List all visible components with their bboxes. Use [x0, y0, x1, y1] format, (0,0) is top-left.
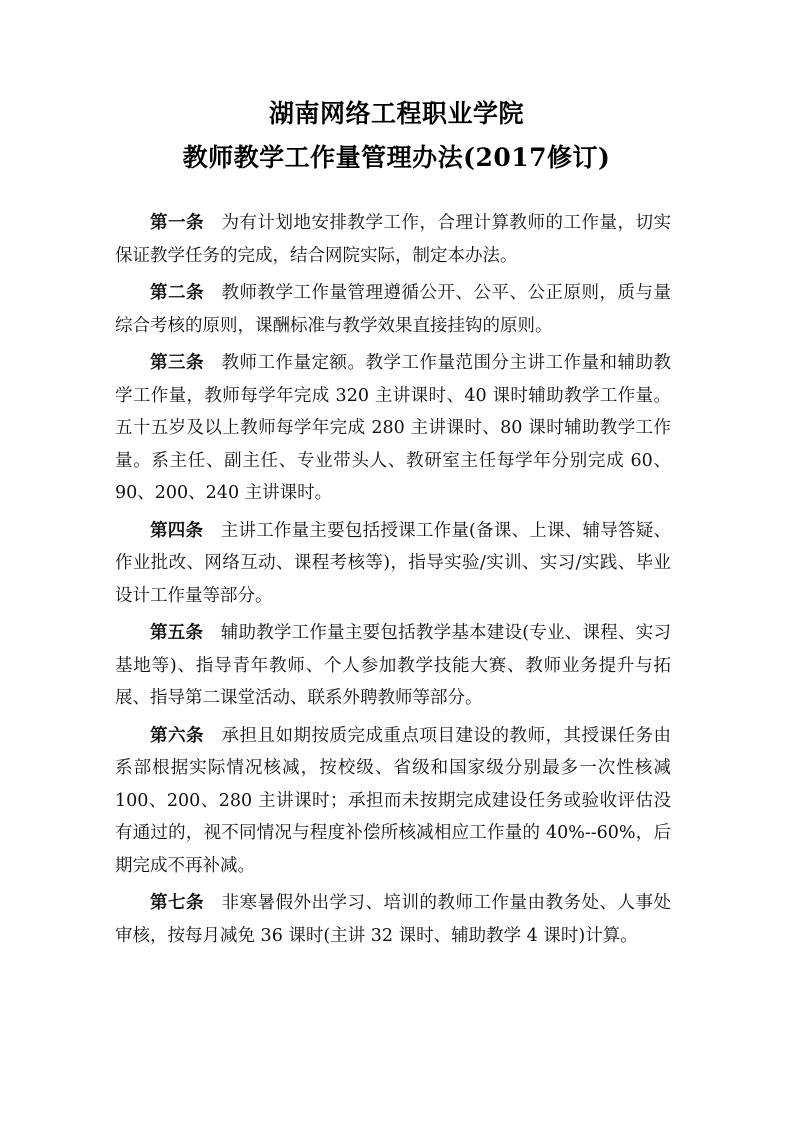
article-text: 辅助教学工作量主要包括教学基本建设(专业、课程、实习基地等)、指导青年教师、个人参加教学技能大赛、教师业务提升与拓展、指导第二课堂活动、联系外聘教师等部分。 [115, 623, 672, 708]
article-6 [115, 720, 671, 883]
title-institution: 湖南网络工程职业学院 [268, 99, 524, 128]
article-label: 第三条 [150, 353, 204, 373]
article-label: 第六条 [150, 725, 204, 746]
article-3 [115, 347, 671, 510]
article-text: 为有计划地安排教学工作，合理计算教师的工作量，切实保证教学任务的完成，结合网院实际，制定本办法。 [115, 213, 671, 266]
article-5 [115, 617, 671, 715]
title-regulation: 教师教学工作量管理办法(2017修订) [182, 143, 611, 172]
article-4 [115, 515, 671, 613]
article-text: 承担且如期按质完成重点项目建设的教师，其授课任务由系部根据实际情况核减，按校级、省级和国家级分别最多一次性核减 100、200、280 主讲课时；承担而未按期完成建设任务或验收评估没有通过的，视不同情况与程度补偿所核减相应工作量的 40%--60%，后期完成不再补减。 [115, 725, 671, 876]
article-text: 教师工作量定额。教学工作量范围分主讲工作量和辅助教学工作量，教师每学年完成 320 主讲课时、40 课时辅助教学工作量。五十五岁及以上教师每学年完成 280 主讲课时、80 课时辅助教学工作量。系主任、副主任、专业带头人、教研室主任每学年分别完成 60、90、200、240 主讲课时。 [115, 353, 671, 503]
document-title [0, 92, 793, 180]
article-label: 第四条 [150, 520, 204, 541]
article-label: 第七条 [150, 893, 204, 913]
article-text: 主讲工作量主要包括授课工作量(备课、上课、辅导答疑、作业批改、网络互动、课程考核等)，指导实验/实训、实习/实践、毕业设计工作量等部分。 [115, 520, 672, 606]
article-text: 教师教学工作量管理遵循公开、公平、公正原则，质与量综合考核的原则，课酬标准与教学效果直接挂钩的原则。 [115, 283, 671, 336]
article-7 [115, 887, 671, 952]
article-label: 第五条 [150, 623, 204, 643]
article-1 [115, 207, 671, 272]
article-label: 第一条 [150, 213, 204, 233]
article-label: 第二条 [150, 283, 204, 303]
article-2 [115, 277, 671, 342]
article-text: 非寒暑假外出学习、培训的教师工作量由教务处、人事处审核，按每月减免 36 课时(主讲 32 课时、辅助教学 4 课时)计算。 [115, 893, 671, 946]
document-body [115, 207, 671, 957]
